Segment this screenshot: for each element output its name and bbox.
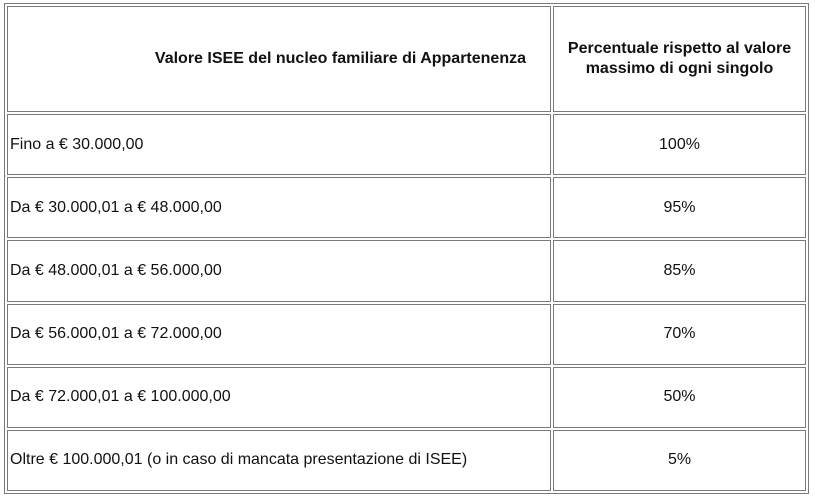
percentage-cell: 70% <box>553 304 806 365</box>
table-row <box>7 177 806 238</box>
isee-range-cell: Da € 48.000,01 a € 56.000,00 <box>7 240 551 301</box>
isee-range-cell: Fino a € 30.000,00 <box>7 114 551 175</box>
percentage-cell: 85% <box>553 240 806 301</box>
isee-range-cell: Oltre € 100.000,01 (o in caso di mancata presentazione di ISEE) <box>7 430 551 491</box>
percentage-cell: 95% <box>553 177 806 238</box>
percentage-cell: 50% <box>553 367 806 428</box>
table-row <box>7 240 806 301</box>
isee-range-cell: Da € 30.000,01 a € 48.000,00 <box>7 177 551 238</box>
table-row <box>7 367 806 428</box>
isee-table <box>4 3 809 494</box>
percentage-cell: 5% <box>553 430 806 491</box>
table-row <box>7 114 806 175</box>
table-row <box>7 304 806 365</box>
header-isee-value: Valore ISEE del nucleo familiare di Appartenenza <box>7 6 551 112</box>
isee-range-cell: Da € 56.000,01 a € 72.000,00 <box>7 304 551 365</box>
table-header-row <box>7 6 806 112</box>
header-percentage: Percentuale rispetto al valore massimo di ogni singolo <box>553 6 806 112</box>
percentage-cell: 100% <box>553 114 806 175</box>
isee-percentage-table <box>5 4 808 493</box>
isee-range-cell: Da € 72.000,01 a € 100.000,00 <box>7 367 551 428</box>
table-row <box>7 430 806 491</box>
